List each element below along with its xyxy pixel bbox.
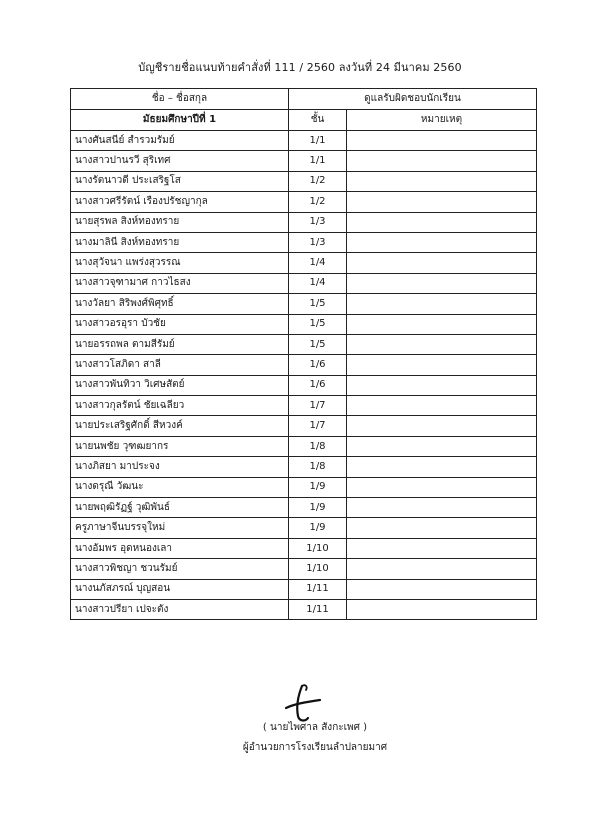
row-name: นางดรุณี วัฒนะ xyxy=(71,477,289,497)
row-note xyxy=(347,171,537,191)
row-class: 1/2 xyxy=(289,171,347,191)
row-name: นายพฤฒิรัฏฐ์ วุฒิพันธ์ xyxy=(71,498,289,518)
table-row xyxy=(71,171,537,191)
row-class: 1/3 xyxy=(289,212,347,232)
table-header-row-1 xyxy=(71,89,537,110)
row-class: 1/5 xyxy=(289,314,347,334)
row-class: 1/6 xyxy=(289,375,347,395)
row-class: 1/8 xyxy=(289,457,347,477)
row-note xyxy=(347,314,537,334)
header-duty: ดูแลรับผิดชอบนักเรียน xyxy=(289,89,537,110)
row-name: นางสาวจุฑามาศ กาวไธสง xyxy=(71,273,289,293)
row-note xyxy=(347,498,537,518)
section-label: มัธยมศึกษาปีที่ 1 xyxy=(71,110,289,131)
row-class: 1/3 xyxy=(289,232,347,252)
table-row xyxy=(71,599,537,619)
row-name: ครูภาษาจีนบรรจุใหม่ xyxy=(71,518,289,538)
row-class: 1/5 xyxy=(289,334,347,354)
row-name: นางสาวอรอุรา บัวชัย xyxy=(71,314,289,334)
row-name: นางนภัสภรณ์ บุญสอน xyxy=(71,579,289,599)
row-name: นางสาวพิชญา ชวนรัมย์ xyxy=(71,559,289,579)
table-row xyxy=(71,559,537,579)
row-name: นางภิสยา มาประจง xyxy=(71,457,289,477)
table-row xyxy=(71,477,537,497)
row-note xyxy=(347,151,537,171)
row-class: 1/2 xyxy=(289,192,347,212)
row-note xyxy=(347,253,537,273)
row-note xyxy=(347,518,537,538)
row-note xyxy=(347,559,537,579)
row-class: 1/5 xyxy=(289,294,347,314)
row-class: 1/11 xyxy=(289,579,347,599)
row-note xyxy=(347,436,537,456)
row-class: 1/6 xyxy=(289,355,347,375)
row-class: 1/10 xyxy=(289,538,347,558)
row-class: 1/7 xyxy=(289,416,347,436)
table-row xyxy=(71,294,537,314)
row-name: นายสุรพล สิงห์ทองทราย xyxy=(71,212,289,232)
header-class: ชั้น xyxy=(289,110,347,131)
row-note xyxy=(347,375,537,395)
table-row xyxy=(71,273,537,293)
row-name: นายนพชัย วุฑฒยากร xyxy=(71,436,289,456)
header-note: หมายเหตุ xyxy=(347,110,537,131)
row-name: นางสาวปานรวี สุริเทศ xyxy=(71,151,289,171)
row-class: 1/4 xyxy=(289,253,347,273)
signature-mark xyxy=(272,678,332,726)
table-row xyxy=(71,396,537,416)
row-name: นางสุวัจนา แพร่งสุวรรณ xyxy=(71,253,289,273)
table-row xyxy=(71,375,537,395)
row-note xyxy=(347,232,537,252)
table-row xyxy=(71,253,537,273)
row-class: 1/9 xyxy=(289,498,347,518)
row-note xyxy=(347,355,537,375)
row-name: นายอรรถพล ตามสีรัมย์ xyxy=(71,334,289,354)
row-class: 1/4 xyxy=(289,273,347,293)
row-note xyxy=(347,416,537,436)
row-note xyxy=(347,579,537,599)
row-note xyxy=(347,396,537,416)
row-note xyxy=(347,477,537,497)
row-name: นางสาวปรียา เปจะตัง xyxy=(71,599,289,619)
signatory-position: ผู้อำนวยการโรงเรียนลำปลายมาศ xyxy=(242,742,388,753)
row-name: นางสาวโสภิดา สาลี xyxy=(71,355,289,375)
row-class: 1/9 xyxy=(289,477,347,497)
row-note xyxy=(347,538,537,558)
row-note xyxy=(347,192,537,212)
row-name: นางสาวกุลรัตน์ ชัยเฉลียว xyxy=(71,396,289,416)
row-class: 1/10 xyxy=(289,559,347,579)
document-title: บัญชีรายชื่อแนบท้ายคำสั่งที่ 111 / 2560 ลงวันที่ 24 มีนาคม 2560 xyxy=(138,61,462,74)
row-name: นางวัลยา สิริพงศ์พิศุทธิ์ xyxy=(71,294,289,314)
table-row xyxy=(71,232,537,252)
header-name: ชื่อ – ชื่อสกุล xyxy=(71,89,289,110)
row-note xyxy=(347,599,537,619)
table-row xyxy=(71,538,537,558)
table-row xyxy=(71,151,537,171)
row-note xyxy=(347,131,537,151)
table-row xyxy=(71,334,537,354)
row-name: นางสาวพันทิวา วิเศษสัตย์ xyxy=(71,375,289,395)
table-row xyxy=(71,314,537,334)
row-note xyxy=(347,334,537,354)
row-name: นางรัตนาวดี ประเสริฐโส xyxy=(71,171,289,191)
row-class: 1/8 xyxy=(289,436,347,456)
table-row xyxy=(71,212,537,232)
table-row xyxy=(71,579,537,599)
table-row xyxy=(71,416,537,436)
table-row xyxy=(71,457,537,477)
table-row xyxy=(71,498,537,518)
row-class: 1/11 xyxy=(289,599,347,619)
table-row xyxy=(71,436,537,456)
row-class: 1/9 xyxy=(289,518,347,538)
row-class: 1/7 xyxy=(289,396,347,416)
table-header-row-2 xyxy=(71,110,537,131)
row-name: นางสาวศรีรัตน์ เรืองปรัชญากุล xyxy=(71,192,289,212)
row-note xyxy=(347,294,537,314)
row-note xyxy=(347,273,537,293)
row-note xyxy=(347,457,537,477)
table-row xyxy=(71,131,537,151)
roster-table xyxy=(70,88,537,620)
row-class: 1/1 xyxy=(289,151,347,171)
row-note xyxy=(347,212,537,232)
row-name: นางมาลินี สิงห์ทองทราย xyxy=(71,232,289,252)
row-name: นายประเสริฐศักดิ์ สีหวงค์ xyxy=(71,416,289,436)
row-name: นางอัมพร อุดหนองเลา xyxy=(71,538,289,558)
signatory-name: ( นายไพศาล สังกะเพศ ) xyxy=(262,722,368,733)
table-row xyxy=(71,518,537,538)
table-row xyxy=(71,355,537,375)
row-class: 1/1 xyxy=(289,131,347,151)
table-row xyxy=(71,192,537,212)
row-name: นางศันสนีย์ สำรวมรัมย์ xyxy=(71,131,289,151)
